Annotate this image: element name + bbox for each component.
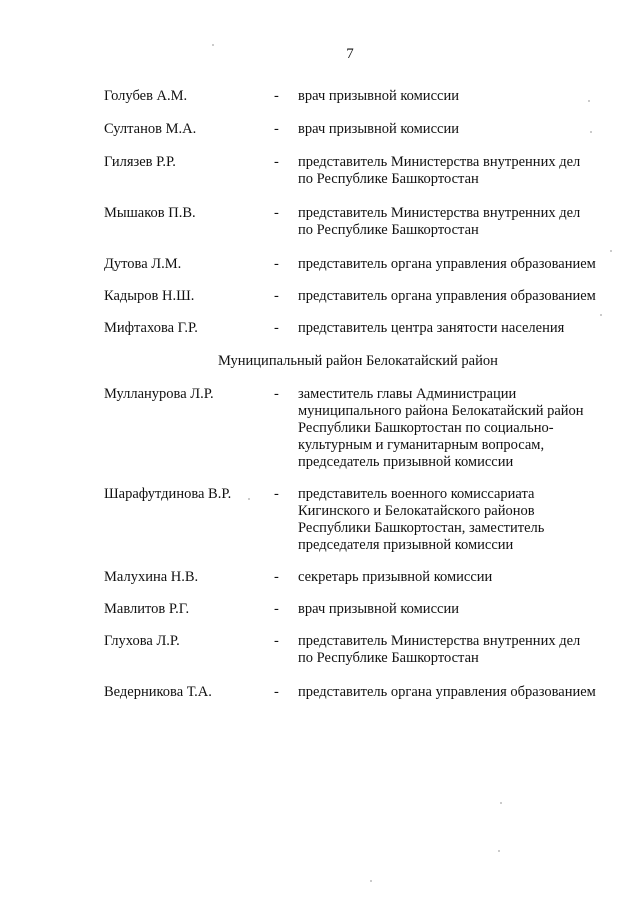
member-role: представитель военного комиссариата Кигинского и Белокатайского районов Республики Башкортостан, заместитель председателя призывной комиссии xyxy=(298,486,545,553)
member-role: представитель органа управления образованием xyxy=(298,684,596,700)
member-name: Дутова Л.М. xyxy=(104,256,182,272)
separator-dash: - xyxy=(274,205,279,221)
separator-dash: - xyxy=(274,486,279,502)
member-name: Малухина Н.В. xyxy=(104,569,199,585)
member-name: Мышаков П.В. xyxy=(104,205,196,221)
member-role: врач призывной комиссии xyxy=(298,88,459,104)
separator-dash: - xyxy=(274,569,279,585)
separator-dash: - xyxy=(274,684,279,700)
separator-dash: - xyxy=(274,633,279,649)
member-name: Гилязев Р.Р. xyxy=(104,154,176,170)
separator-dash: - xyxy=(274,88,279,104)
member-name: Султанов М.А. xyxy=(104,121,197,137)
member-role: представитель Министерства внутренних дел по Республике Башкортостан xyxy=(298,633,581,666)
separator-dash: - xyxy=(274,386,279,402)
member-name: Мифтахова Г.Р. xyxy=(104,320,198,336)
member-name: Кадыров Н.Ш. xyxy=(104,288,195,304)
separator-dash: - xyxy=(274,288,279,304)
member-role: представитель органа управления образованием xyxy=(298,288,596,304)
section-heading: Муниципальный район Белокатайский район xyxy=(218,353,498,369)
member-name: Глухова Л.Р. xyxy=(104,633,180,649)
member-role: секретарь призывной комиссии xyxy=(298,569,493,585)
member-role: заместитель главы Администрации муниципального района Белокатайский район Республики Башкортостан по социально- культурным и гуманитарным вопросам, председатель призывной комиссии xyxy=(298,386,584,470)
member-name: Мулланурова Л.Р. xyxy=(104,386,214,402)
member-role: врач призывной комиссии xyxy=(298,601,459,617)
separator-dash: - xyxy=(274,320,279,336)
separator-dash: - xyxy=(274,256,279,272)
member-name: Ведерникова Т.А. xyxy=(104,684,212,700)
member-role: представитель Министерства внутренних дел по Республике Башкортостан xyxy=(298,205,581,238)
member-name: Мавлитов Р.Г. xyxy=(104,601,190,617)
page-number: 7 xyxy=(346,46,354,62)
member-name: Шарафутдинова В.Р. xyxy=(104,486,232,502)
separator-dash: - xyxy=(274,154,279,170)
member-role: представитель органа управления образованием xyxy=(298,256,596,272)
member-role: представитель центра занятости населения xyxy=(298,320,565,336)
separator-dash: - xyxy=(274,121,279,137)
separator-dash: - xyxy=(274,601,279,617)
member-role: врач призывной комиссии xyxy=(298,121,459,137)
member-name: Голубев А.М. xyxy=(104,88,188,104)
member-role: представитель Министерства внутренних дел по Республике Башкортостан xyxy=(298,154,581,187)
